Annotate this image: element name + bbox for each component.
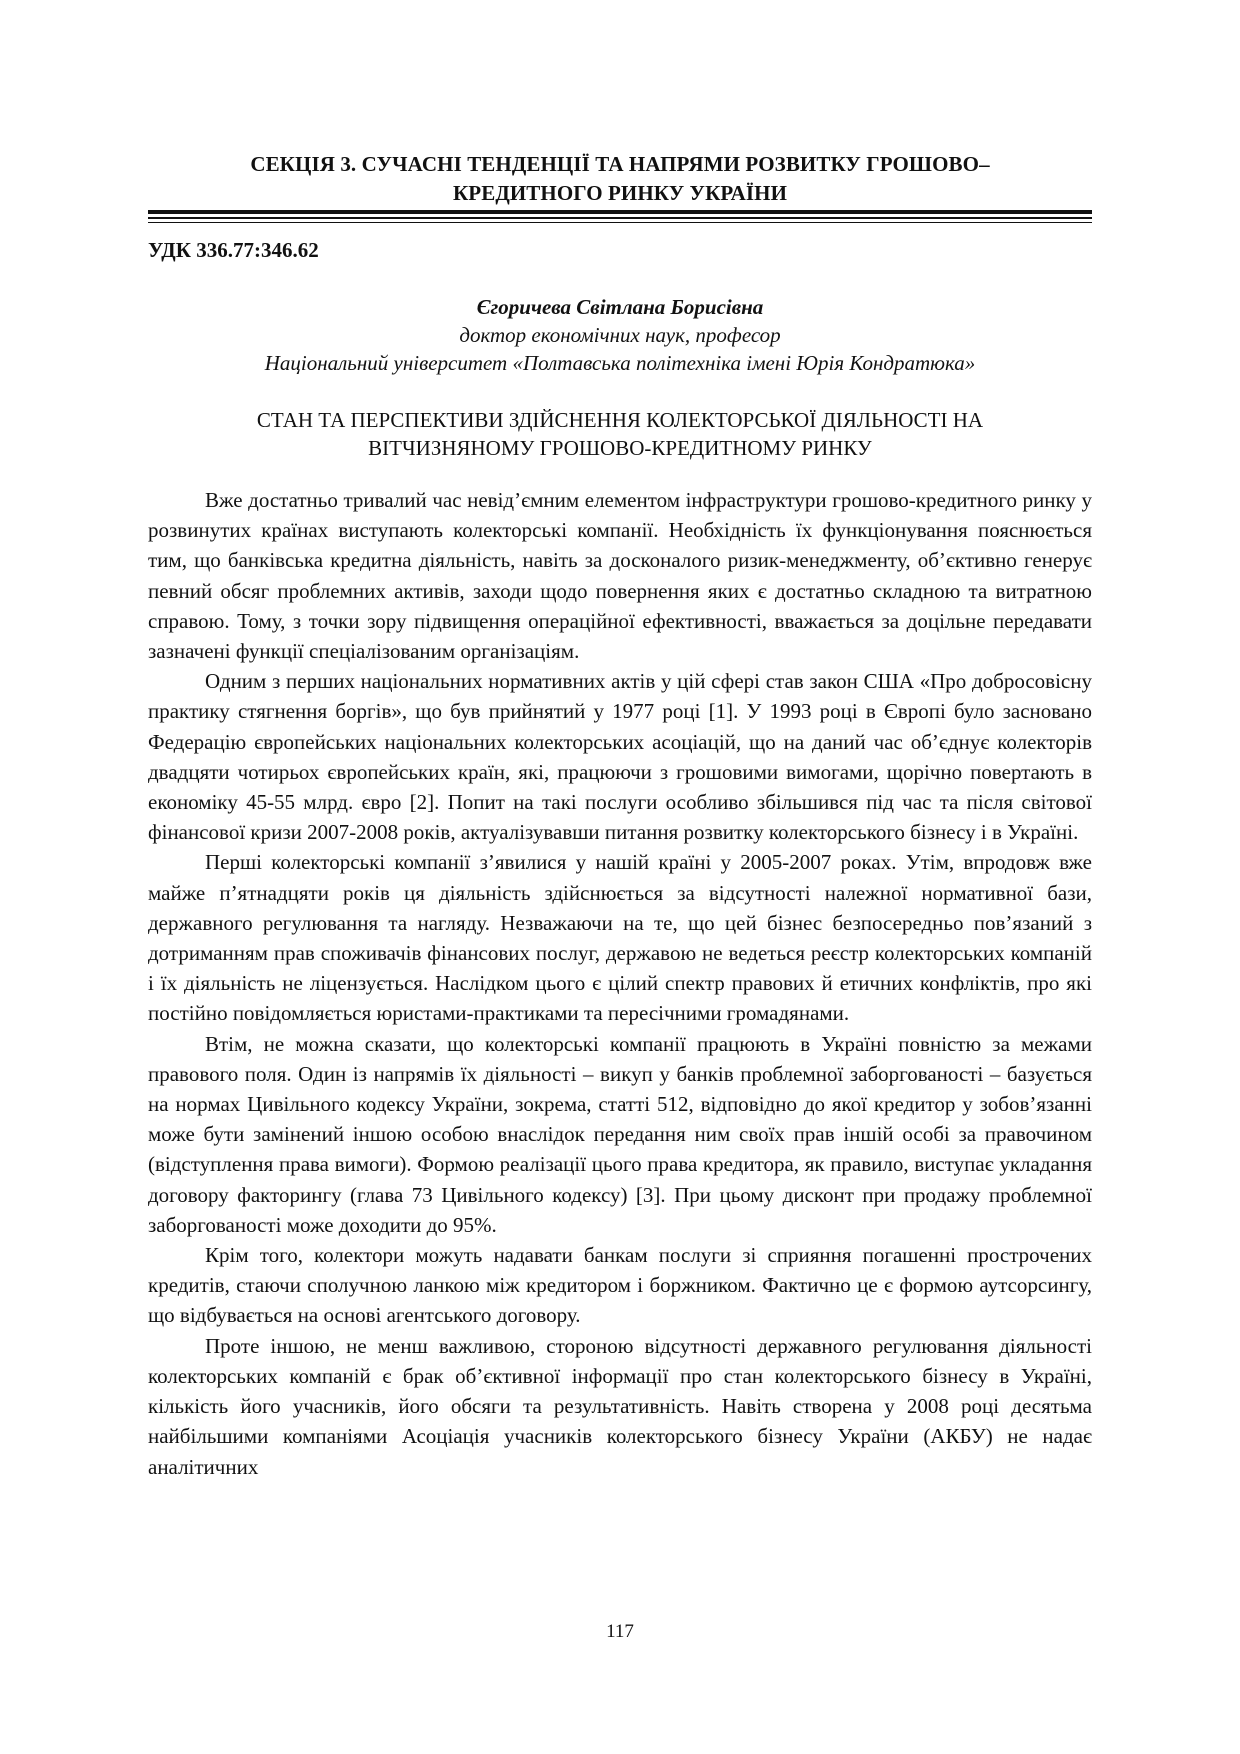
document-page <box>148 0 1092 1754</box>
paragraph: Втім, не можна сказати, що колекторські компанії працюють в Україні повністю за межами правового поля. Один із напрямів їх діяльності – викуп у банків проблемної заборгованості – базується на нормах Цивільного кодексу України, зокрема, статті 512, відповідно до якої кредитор у зобов’язанні може бути замінений іншою особою внаслідок передання ним своїх прав іншій особі за правочином (відступлення права вимоги). Формою реалізації цього права кредитора, як правило, виступає укладання договору факторингу (глава 73 Цивільного кодексу) [3]. При цьому дисконт при продажу проблемної заборгованості може доходити до 95%. <box>148 1031 1092 1237</box>
author-degree: доктор економічних наук, професор <box>459 323 781 347</box>
paragraph: Одним з перших національних нормативних актів у цій сфері став закон США «Про добросовісну практику стягнення боргів», що був прийнятий у 1977 році [1]. У 1993 році в Європі було засновано Федерацію європейських національних колекторських асоціацій, що на даний час об’єднує колекторів двадцяти чотирьох європейських країн, які, працюючи з грошовими вимогами, щорічно повертають в економіку 45-55 млрд. євро [2]. Попит на такі послуги особливо збільшився під час та після світової фінансової кризи 2007-2008 років, актуалізувавши питання розвитку колекторського бізнесу і в Україні. <box>148 669 1092 845</box>
article-title <box>148 406 1092 462</box>
article-title-line-1: СТАН ТА ПЕРСПЕКТИВИ ЗДІЙСНЕННЯ КОЛЕКТОРСЬКОЇ ДІЯЛЬНОСТІ НА <box>256 408 984 432</box>
paragraph: Перші колекторські компанії з’явилися у нашій країні у 2005-2007 роках. Утім, впродовж вже майже п’ятнадцяти років ця діяльність здійснюється за відсутності належної нормативної бази, державного регулювання та нагляду. Незважаючи на те, що цей бізнес безпосередньо пов’язаний з дотриманням прав споживачів фінансових послуг, державою не ведеться реєстр колекторських компаній і їх діяльність не ліцензується. Наслідком цього є цілий спектр правових й етичних конфліктів, про які постійно повідомляється юристами-практиками та пересічними громадянами. <box>148 850 1092 1026</box>
heading-rule-thick <box>148 210 1092 214</box>
heading-rule-medium <box>148 217 1092 219</box>
page-number: 117 <box>606 1621 634 1642</box>
heading-rule-thin <box>148 222 1092 223</box>
paragraph: Крім того, колектори можуть надавати банкам послуги зі сприяння погашенні прострочених кредитів, стаючи сполучною ланкою між кредитором і боржником. Фактично це є формою аутсорсингу, що відбувається на основі агентського договору. <box>148 1243 1092 1328</box>
author-affiliation: Національний університет «Полтавська політехніка імені Юрія Кондратюка» <box>264 351 976 375</box>
article-title-line-2: ВІТЧИЗНЯНОМУ ГРОШОВО-КРЕДИТНОМУ РИНКУ <box>368 436 872 460</box>
section-heading-line-1: СЕКЦІЯ 3. СУЧАСНІ ТЕНДЕНЦІЇ ТА НАПРЯМИ РОЗВИТКУ ГРОШОВО– <box>250 152 990 176</box>
section-heading <box>148 150 1092 208</box>
author-name: Єгоричева Світлана Борисівна <box>476 295 764 319</box>
article-body <box>148 485 1092 1482</box>
paragraph: Проте іншою, не менш важливою, стороною відсутності державного регулювання діяльності колекторських компаній є брак об’єктивної інформації про стан колекторського бізнесу в Україні, кількість його учасників, його обсяги та результативність. Навіть створена у 2008 році десятьма найбільшими компаніями Асоціація учасників колекторського бізнесу України (АКБУ) не надає аналітичних <box>148 1333 1092 1479</box>
author-block <box>148 293 1092 377</box>
udc-code: УДК 336.77:346.62 <box>148 238 319 262</box>
section-heading-line-2: КРЕДИТНОГО РИНКУ УКРАЇНИ <box>452 181 788 205</box>
paragraph: Вже достатньо тривалий час невід’ємним елементом інфраструктури грошово-кредитного ринку у розвинутих країнах виступають колекторські компанії. Необхідність їх функціонування пояснюється тим, що банківська кредитна діяльність, навіть за досконалого ризик-менеджменту, об’єктивно генерує певний обсяг проблемних активів, заходи щодо повернення яких є достатньо складною та витратною справою. Тому, з точки зору підвищення операційної ефективності, вважається за доцільне передавати зазначені функції спеціалізованим організаціям. <box>148 488 1092 664</box>
